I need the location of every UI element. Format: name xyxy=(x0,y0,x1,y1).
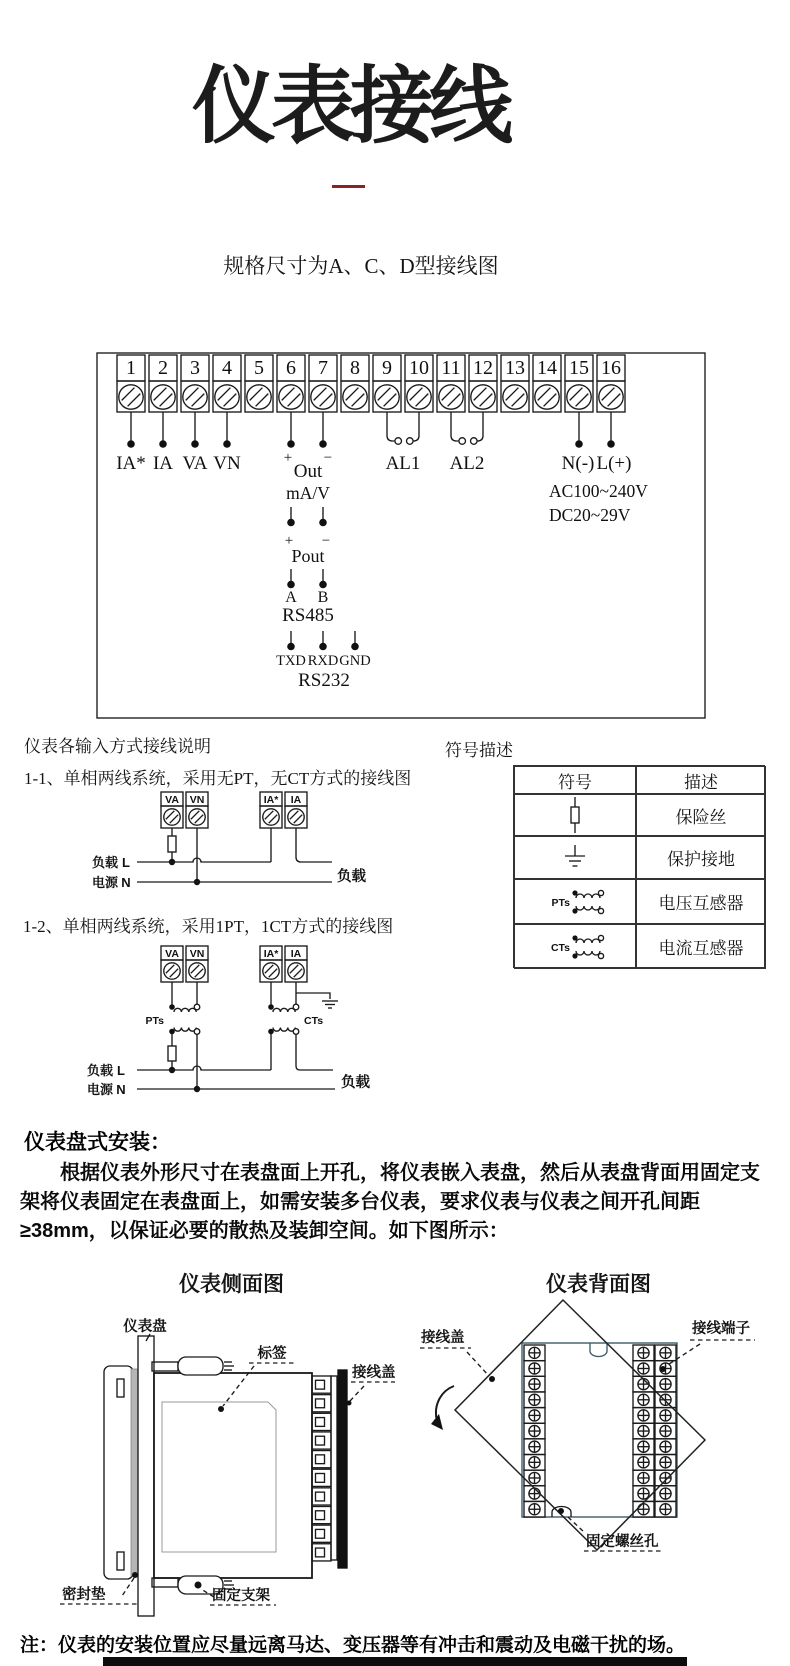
terminal-number: 2 xyxy=(158,357,168,379)
symbol-desc: 保护接地 xyxy=(636,836,766,879)
label-n-minus: N(-) xyxy=(561,453,595,474)
mini-terminal-vn: VN xyxy=(189,794,205,806)
label-al2: AL2 xyxy=(449,453,485,474)
mini-terminal-ia-star: IA* xyxy=(263,948,279,960)
analog-output-group xyxy=(284,412,332,503)
terminal-number: 16 xyxy=(601,357,621,379)
label-gnd: GND xyxy=(339,653,371,669)
terminal-number: 15 xyxy=(569,357,589,379)
install-paragraph: 根据仪表外形尺寸在表盘面上开孔，将仪表嵌入表盘，然后从表盘背面用固定支架将仪表固定在表盘面上，如需安装多台仪表，要求仪表与仪表之间开孔间距≥38mm，以保证必要的散热及装卸空间。如下图所示： xyxy=(20,1162,760,1242)
label-plus: + xyxy=(283,450,293,466)
terminal-number: 1 xyxy=(126,357,136,379)
label-pout: Pout xyxy=(291,546,325,566)
terminal-cover-bar xyxy=(338,1370,347,1568)
label-minus: − xyxy=(321,533,331,549)
diagram-1-2-caption: 1-2、单相两线系统，采用1PT，1CT方式的接线图 xyxy=(23,917,394,936)
label-power: 电源 xyxy=(86,1082,113,1097)
label-vn: VN xyxy=(213,453,241,474)
label-load-right: 负载 xyxy=(337,869,366,885)
ct-icon xyxy=(542,929,608,965)
fuse-icon xyxy=(565,797,585,833)
pt-label: PTs xyxy=(551,896,570,909)
install-heading: 仪表盘式安装： xyxy=(24,1131,171,1154)
alarm2-contact xyxy=(450,412,485,474)
bottom-divider-bar xyxy=(103,1657,687,1666)
label-gasket: 密封垫 xyxy=(62,1587,106,1603)
terminal-number: 7 xyxy=(318,357,328,379)
label-wire-cover-back: 接线盖 xyxy=(421,1330,465,1346)
label-dc-range: DC20~29V xyxy=(549,505,631,525)
rs232-group xyxy=(276,631,371,691)
label-ac-range: AC100~240V xyxy=(549,481,648,501)
terminal-number: 12 xyxy=(473,357,493,379)
label-ia: IA xyxy=(152,453,174,474)
label-sticker: 标签 xyxy=(257,1346,287,1362)
label-txd: TXD xyxy=(276,653,306,669)
label-pts: PTs xyxy=(145,1015,164,1027)
ct-transformer-symbol xyxy=(268,982,323,1034)
ct-label: CTs xyxy=(550,941,570,954)
label-load-right: 负载 xyxy=(341,1075,370,1091)
label-instrument-panel: 仪表盘 xyxy=(123,1319,167,1335)
label-terminals: 接线端子 xyxy=(692,1321,750,1337)
back-view-title: 仪表背面图 xyxy=(546,1272,651,1296)
subtitle: 规格尺寸为A、C、D型接线图 xyxy=(223,254,499,278)
label-rs232: RS232 xyxy=(298,670,350,691)
side-view-diagram xyxy=(25,1295,395,1625)
label-a: A xyxy=(285,589,297,606)
rotation-arrow xyxy=(431,1386,454,1430)
symbol-cell-ct xyxy=(514,924,636,969)
mini-terminal-ia: IA xyxy=(290,948,302,960)
label-rs485: RS485 xyxy=(282,605,334,626)
diagram-1-1-caption: 1-1、单相两线系统，采用无PT，无CT方式的接线图 xyxy=(24,769,412,788)
symbol-desc: 保险丝 xyxy=(636,794,766,836)
title-underline-rule xyxy=(332,185,365,188)
pulse-output-group xyxy=(285,507,330,566)
panel-board-bar xyxy=(138,1336,154,1616)
side-view-title: 仪表侧面图 xyxy=(179,1272,284,1296)
label-n: N xyxy=(121,875,131,890)
label-wire-cover-side: 接线盖 xyxy=(352,1365,395,1381)
label-screw-hole: 固定螺丝孔 xyxy=(586,1534,659,1550)
page-title: 仪表接线 xyxy=(191,59,508,153)
label-l: L xyxy=(117,1063,125,1078)
ground-icon xyxy=(562,845,588,871)
bottom-note: 注：仪表的安装位置应尽量远离马达、变压器等有冲击和震动及电磁干扰的场。 xyxy=(20,1635,686,1656)
terminal-number: 6 xyxy=(286,357,296,379)
symbols-table xyxy=(513,765,765,968)
alarm1-contact xyxy=(386,412,421,474)
meter-body xyxy=(154,1373,312,1578)
label-l-plus: L(+) xyxy=(596,453,632,474)
pt-icon xyxy=(542,884,608,920)
terminal-number: 8 xyxy=(350,357,360,379)
label-minus: − xyxy=(323,450,333,466)
label-l: L xyxy=(122,855,130,870)
label-al1: AL1 xyxy=(385,453,421,474)
terminal-number: 9 xyxy=(382,357,392,379)
symbol-desc: 电流互感器 xyxy=(636,924,766,969)
label-cts: CTs xyxy=(304,1015,324,1027)
symbols-heading: 符号描述 xyxy=(445,741,513,760)
input-section-heading: 仪表各输入方式接线说明 xyxy=(24,737,211,756)
terminal-number: 13 xyxy=(505,357,525,379)
wiring-diagram-1-1 xyxy=(60,788,420,900)
rs485-group xyxy=(282,569,334,626)
terminal-number: 5 xyxy=(254,357,264,379)
wiring-diagram-1-2 xyxy=(60,940,425,1105)
line-L xyxy=(137,1066,271,1070)
mini-terminal-va: VA xyxy=(165,794,179,806)
label-b: B xyxy=(317,589,329,606)
terminal-wiring-diagram xyxy=(88,345,713,725)
label-out: Out xyxy=(293,461,323,482)
symbol-desc: 电压互感器 xyxy=(636,879,766,924)
gasket-strip xyxy=(131,1369,138,1576)
label-ma-v: mA/V xyxy=(286,483,330,503)
ground-symbol xyxy=(296,993,338,1008)
symbol-cell-ground xyxy=(514,836,636,879)
mini-terminal-ia-star: IA* xyxy=(263,794,279,806)
label-power: 电源 xyxy=(91,875,118,890)
line-L xyxy=(137,858,271,862)
symbols-col-header: 描述 xyxy=(636,766,766,794)
symbol-cell-fuse xyxy=(514,794,636,836)
terminal-number: 10 xyxy=(409,357,429,379)
label-bracket: 固定支架 xyxy=(212,1588,270,1604)
label-ia-star: IA* xyxy=(116,453,146,474)
label-plus: + xyxy=(284,533,294,549)
terminal-number: 3 xyxy=(190,357,200,379)
power-supply-group xyxy=(549,412,648,525)
label-load: 负载 xyxy=(91,855,118,870)
symbols-col-header: 符号 xyxy=(514,766,636,794)
label-rxd: RXD xyxy=(307,653,339,669)
terminal-number: 4 xyxy=(222,357,232,379)
label-n: N xyxy=(116,1082,126,1097)
mini-terminal-va: VA xyxy=(165,948,179,960)
mini-terminal-vn: VN xyxy=(189,948,205,960)
terminal-number: 11 xyxy=(441,357,461,379)
pt-transformer-symbol xyxy=(146,982,200,1034)
front-bezel xyxy=(104,1366,133,1579)
label-load: 负载 xyxy=(86,1063,113,1078)
back-view-diagram xyxy=(395,1295,775,1565)
fuse-symbol xyxy=(168,1046,176,1061)
fuse-symbol xyxy=(168,836,176,852)
input-terminal-leads xyxy=(116,412,241,474)
terminal-number: 14 xyxy=(537,357,557,379)
label-va: VA xyxy=(182,453,208,474)
rear-terminal-stack xyxy=(312,1376,331,1561)
symbol-cell-pt xyxy=(514,879,636,924)
mini-terminal-ia: IA xyxy=(290,794,302,806)
